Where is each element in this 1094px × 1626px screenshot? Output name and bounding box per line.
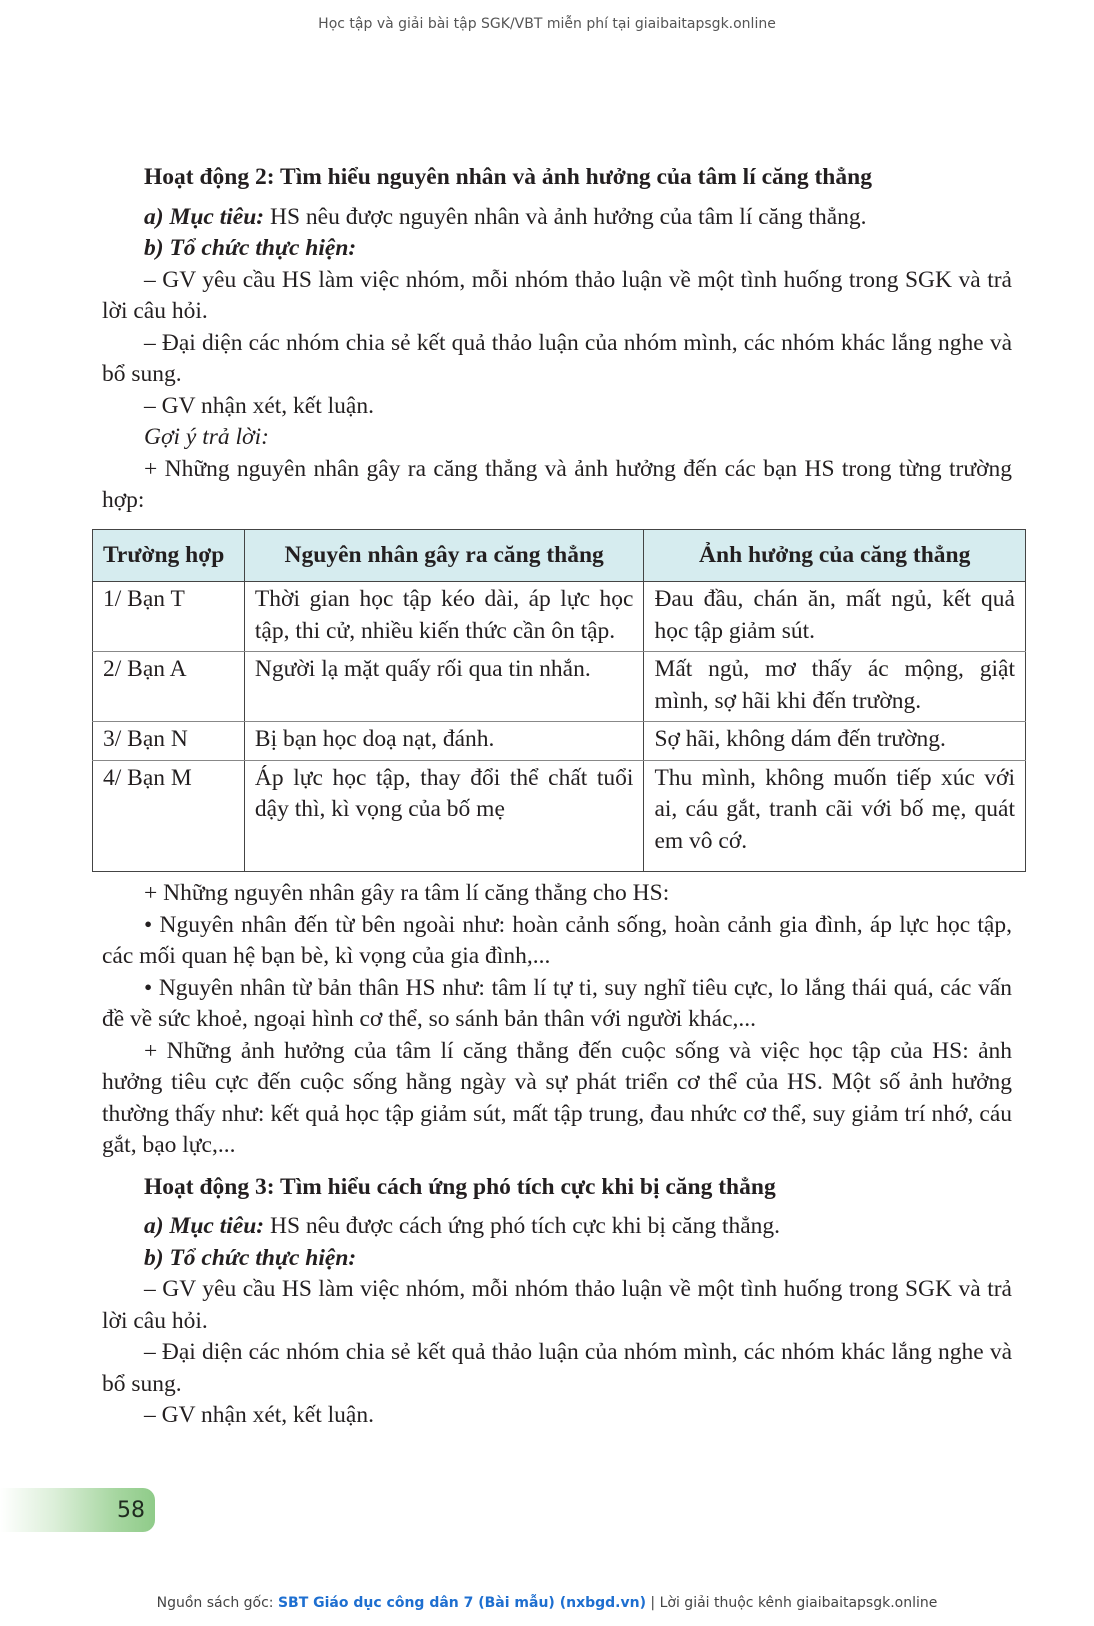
activity2-org-label: b) Tổ chức thực hiện: bbox=[144, 235, 357, 261]
table-row bbox=[93, 582, 1026, 652]
activity3-title: Hoạt động 3: Tìm hiểu cách ứng phó tích cực khi bị căng thẳng bbox=[144, 1173, 776, 1200]
footer-suffix: | Lời giải thuộc kênh giaibaitapsgk.online bbox=[645, 1595, 938, 1611]
header-effect: Ảnh hưởng của căng thẳng bbox=[644, 529, 1026, 582]
cell-case: 4/ Bạn M bbox=[93, 760, 245, 872]
activity3-goal bbox=[102, 1211, 1012, 1243]
cases-table bbox=[92, 529, 1026, 873]
top-banner: Học tập và giải bài tập SGK/VBT miễn phí tại giaibaitapsgk.online bbox=[318, 16, 776, 32]
causes-intro: + Những nguyên nhân gây ra tâm lí căng thẳng cho HS: bbox=[144, 880, 670, 906]
header-case: Trường hợp bbox=[93, 529, 245, 582]
activity2-step: – GV nhận xét, kết luận. bbox=[144, 392, 374, 419]
cell-case: 3/ Bạn N bbox=[93, 722, 245, 761]
activity3-goal-text: HS nêu được cách ứng phó tích cực khi bị căng thẳng. bbox=[264, 1213, 781, 1239]
activity3-org-label: b) Tổ chức thực hiện: bbox=[144, 1244, 357, 1271]
cause-item: • Nguyên nhân từ bản thân HS như: tâm lí tự ti, suy nghĩ tiêu cực, lo lắng thái quá, các vấn đề về sức khoẻ, ngoại hình cơ thể, so sánh bản thân với người khác,... bbox=[102, 974, 1012, 1032]
cell-cause: Bị bạn học doạ nạt, đánh. bbox=[244, 722, 644, 761]
cell-case: 2/ Bạn A bbox=[93, 652, 245, 722]
cell-effect: Đau đầu, chán ăn, mất ngủ, kết quả học tập giảm sút. bbox=[644, 582, 1026, 652]
activity2-goal-label: a) Mục tiêu: bbox=[144, 203, 265, 230]
activity3-step: – Đại diện các nhóm chia sẻ kết quả thảo luận của nhóm mình, các nhóm khác lắng nghe và bổ sung. bbox=[102, 1339, 1012, 1397]
hint-label: Gợi ý trả lời: bbox=[144, 424, 269, 450]
activity2-goal-text: HS nêu được nguyên nhân và ảnh hưởng của tâm lí căng thẳng. bbox=[264, 203, 867, 230]
footer-prefix: Nguồn sách gốc: bbox=[156, 1595, 278, 1611]
activity2-step: – GV yêu cầu HS làm việc nhóm, mỗi nhóm thảo luận về một tình huống trong SGK và trả lời câu hỏi. bbox=[102, 266, 1012, 324]
cell-cause: Người lạ mặt quấy rối qua tin nhắn. bbox=[244, 652, 644, 722]
footer-source-link[interactable]: SBT Giáo dục công dân 7 (Bài mẫu) (nxbgd.vn) bbox=[277, 1595, 646, 1611]
activity3-step: – GV yêu cầu HS làm việc nhóm, mỗi nhóm thảo luận về một tình huống trong SGK và trả lời câu hỏi. bbox=[102, 1276, 1012, 1334]
table-row bbox=[93, 760, 1026, 872]
effects-paragraph: + Những ảnh hưởng của tâm lí căng thẳng đến cuộc sống và việc học tập của HS: ảnh hưởng tiêu cực đến cuộc sống hằng ngày và sự phát triển cơ thể của HS. Một số ảnh hưởng thường thấy như: kết quả học tập giảm sút, mất tập trung, đau nhức cơ thể, suy giảm trí nhớ, cáu gắt, bạo lực,... bbox=[102, 1037, 1012, 1158]
cause-item: • Nguyên nhân đến từ bên ngoài như: hoàn cảnh sống, hoàn cảnh gia đình, áp lực học tập, các mối quan hệ bạn bè, kì vọng của gia đình,... bbox=[102, 911, 1012, 969]
cell-effect: Mất ngủ, mơ thấy ác mộng, giật mình, sợ hãi khi đến trường. bbox=[644, 652, 1026, 722]
page-content bbox=[102, 162, 1015, 1432]
header-cause: Nguyên nhân gây ra căng thẳng bbox=[244, 529, 644, 582]
activity2-goal bbox=[102, 202, 1012, 234]
activity2-step: – Đại diện các nhóm chia sẻ kết quả thảo luận của nhóm mình, các nhóm khác lắng nghe và bổ sung. bbox=[102, 329, 1012, 387]
footer bbox=[0, 1595, 1094, 1611]
activity3-goal-label: a) Mục tiêu: bbox=[144, 1213, 265, 1239]
table-intro: + Những nguyên nhân gây ra căng thẳng và ảnh hưởng đến các bạn HS trong từng trường hợp: bbox=[102, 455, 1012, 513]
table-header-row bbox=[93, 529, 1026, 582]
page-number: 58 bbox=[117, 1497, 145, 1523]
table-row bbox=[93, 722, 1026, 761]
cell-cause: Áp lực học tập, thay đổi thể chất tuổi dậy thì, kì vọng của bố mẹ bbox=[244, 760, 644, 872]
cell-effect: Thu mình, không muốn tiếp xúc với ai, cáu gắt, tranh cãi với bố mẹ, quát em vô cớ. bbox=[644, 760, 1026, 872]
table-row bbox=[93, 652, 1026, 722]
cell-case: 1/ Bạn T bbox=[93, 582, 245, 652]
cell-effect: Sợ hãi, không dám đến trường. bbox=[644, 722, 1026, 761]
activity2-title: Hoạt động 2: Tìm hiểu nguyên nhân và ảnh hưởng của tâm lí căng thẳng bbox=[144, 164, 872, 190]
activity3-step: – GV nhận xét, kết luận. bbox=[144, 1402, 374, 1428]
cell-cause: Thời gian học tập kéo dài, áp lực học tập, thi cử, nhiều kiến thức cần ôn tập. bbox=[244, 582, 644, 652]
